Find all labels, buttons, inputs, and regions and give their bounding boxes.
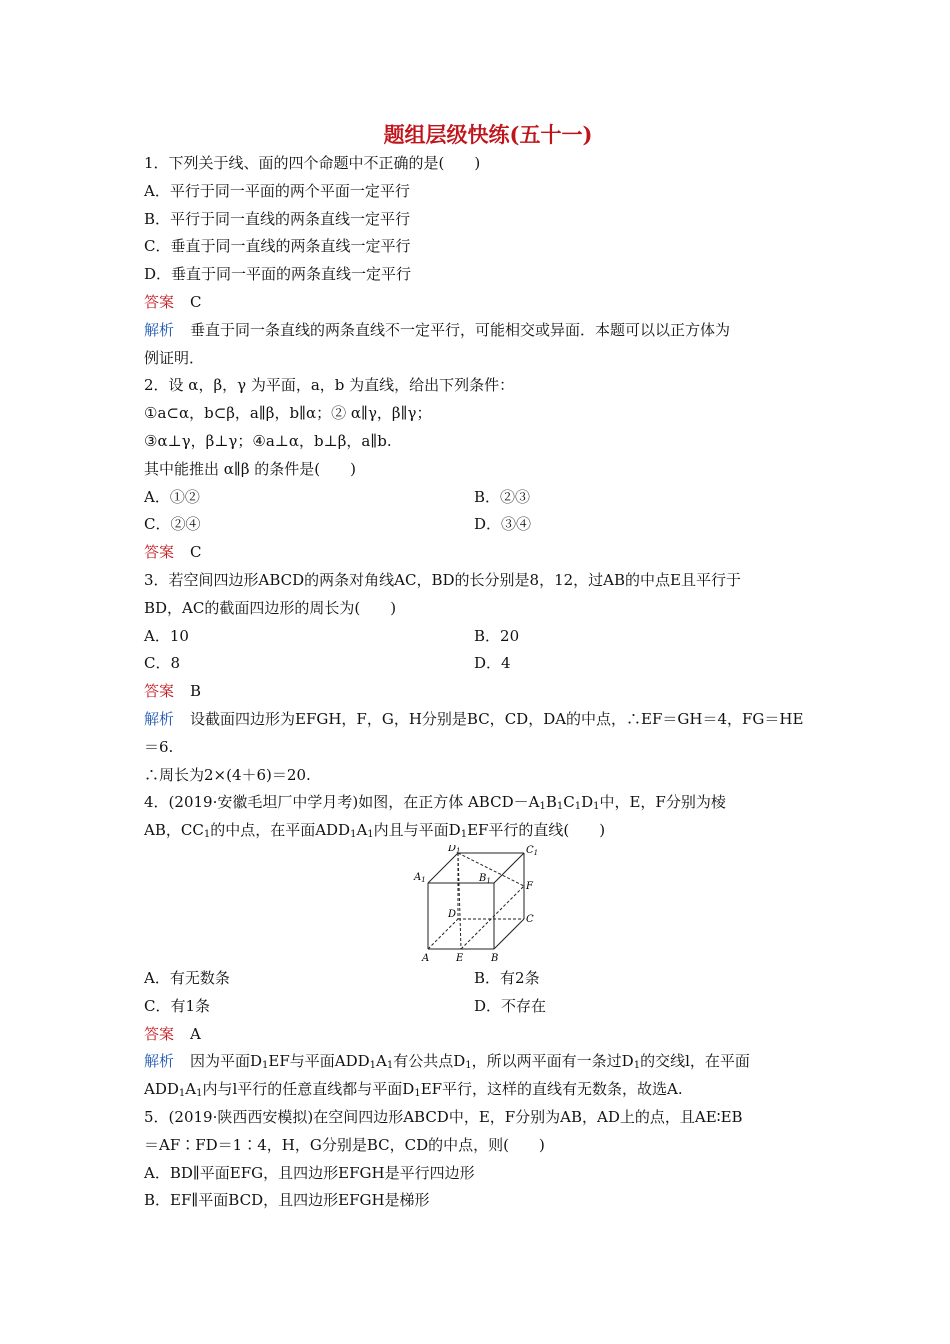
explanation-label: 解析	[144, 709, 175, 728]
q1-explanation-cont: 例证明．	[144, 348, 205, 367]
answer-value: B	[190, 682, 202, 701]
q1-stem: 1．下列关于线、面的四个命题中不正确的是( )	[144, 154, 481, 172]
explanation-text: ，所以两平面有一条过D	[471, 1052, 634, 1071]
q2-ask: 其中能推出 α∥β 的条件是( )	[144, 459, 356, 478]
subscript: 1	[414, 1088, 421, 1100]
explanation-text: A	[185, 1080, 197, 1099]
q2-options-row1	[144, 484, 814, 512]
q4-answer	[144, 1021, 814, 1049]
subscript: 1	[465, 1060, 472, 1072]
segment-d1f	[458, 853, 524, 886]
label-f: F	[526, 880, 533, 892]
label-b: B	[491, 952, 499, 964]
explanation-label: 解析	[144, 320, 175, 339]
q4-option-b: B．有2条	[474, 968, 540, 987]
q3-explanation-result: ∴周长为2×(4＋6)＝20.	[144, 765, 311, 784]
q1-option-a: A．平行于同一平面的两个平面一定平行	[144, 181, 410, 200]
q4-stem-text: 中，E，F分别为棱	[599, 793, 726, 812]
page-title: 题组层级快练(五十一)	[383, 122, 593, 147]
answer-label: 答案	[144, 682, 175, 701]
worksheet-page	[144, 120, 814, 1215]
answer-label: 答案	[144, 292, 175, 311]
subscript: 1	[633, 1060, 641, 1072]
explanation-text: ADD	[144, 1080, 179, 1099]
q3-explanation-cont: ＝6.	[144, 737, 174, 756]
q4-stem-text: EF平行的直线( )	[467, 821, 606, 840]
subscript: 1	[262, 1060, 269, 1072]
answer-label: 答案	[144, 1024, 175, 1043]
q1-explanation	[144, 317, 814, 345]
q1-option-d: D．垂直于同一平面的两条直线一定平行	[144, 265, 412, 284]
q4-options-row1	[144, 965, 814, 993]
subscript: 1	[539, 801, 546, 813]
subscript: 1	[196, 1088, 203, 1100]
subscript: 1	[593, 801, 600, 813]
subscript: 1	[556, 801, 564, 813]
q3-option-c: C．8	[144, 654, 181, 673]
q5-option-b: B．EF∥平面BCD，且四边形EFGH是梯形	[144, 1191, 430, 1210]
q2-conditions-1: ①a⊂α，b⊂β，a∥β，b∥α；② α∥γ，β∥γ；	[144, 404, 432, 423]
q4-stem-text: A	[356, 821, 368, 840]
q1-answer	[144, 289, 814, 317]
answer-value: C	[190, 543, 202, 562]
q3-explanation	[144, 706, 814, 734]
subscript: 1	[203, 829, 211, 841]
q4-stem-text: AB，CC	[144, 821, 204, 840]
explanation-text: EF平行，这样的直线有无数条，故选A.	[420, 1080, 683, 1099]
q4-explanation	[144, 1048, 814, 1076]
edge-bc	[494, 919, 524, 949]
subscript: 1	[367, 829, 374, 841]
answer-value: A	[190, 1024, 201, 1043]
q4-stem	[144, 789, 814, 817]
label-c1: $C_1$	[526, 844, 539, 857]
explanation-label: 解析	[144, 1052, 175, 1071]
q4-stem-text: 4．(2019·安徽毛坦厂中学月考)如图，在正方体 ABCD－A	[144, 793, 540, 812]
q2-stem: 2．设 α，β，γ 为平面，a，b 为直线，给出下列条件：	[144, 376, 515, 395]
label-a: A	[422, 952, 430, 964]
explanation-text: A	[376, 1052, 387, 1071]
q3-option-a: A．10	[144, 626, 189, 645]
q1-option-c: C．垂直于同一直线的两条直线一定平行	[144, 237, 411, 256]
q2-option-c: C．②④	[144, 515, 201, 534]
q4-stem-text: D	[581, 793, 594, 812]
answer-value: C	[190, 292, 202, 311]
q2-answer	[144, 539, 814, 567]
explanation-text: 垂直于同一条直线的两条直线不一定平行，可能相交或异面．本题可以以正方体为	[190, 320, 731, 339]
q3-stem: 3．若空间四边形ABCD的两条对角线AC，BD的长分别是8，12，过AB的中点E且平行于	[144, 570, 741, 589]
q2-options-row2	[144, 511, 814, 539]
explanation-text: 内与l平行的任意直线都与平面D	[202, 1080, 415, 1099]
subscript: 1	[460, 829, 468, 841]
answer-label: 答案	[144, 543, 175, 562]
label-b1: $B_1$	[479, 872, 491, 885]
label-d1: $D_1$	[448, 844, 461, 855]
q2-option-a: A．①②	[144, 487, 200, 506]
q3-option-d: D．4	[474, 654, 511, 673]
label-c: C	[526, 913, 534, 925]
q4-option-a: A．有无数条	[144, 968, 230, 987]
edge-ad-hidden	[428, 919, 458, 949]
q4-stem-text: 内且与平面D	[373, 821, 461, 840]
label-e: E	[456, 952, 464, 964]
explanation-text: EF与平面ADD	[268, 1052, 370, 1071]
subscript: 1	[386, 1060, 394, 1072]
q5-option-a: A．BD∥平面EFG，且四边形EFGH是平行四边形	[144, 1163, 475, 1182]
q3-stem-cont: BD，AC的截面四边形的周长为( )	[144, 598, 397, 617]
q4-stem-text: 的中点，在平面ADD	[210, 821, 351, 840]
q3-options-row2	[144, 650, 814, 678]
q3-answer	[144, 678, 814, 706]
cube-figure	[406, 845, 546, 965]
edge-a1d1	[428, 853, 458, 883]
subscript: 1	[369, 1060, 377, 1072]
q4-option-c: C．有1条	[144, 996, 211, 1015]
q4-stem-text: B	[545, 793, 557, 812]
q5-stem-cont: ＝AF∶FD＝1∶4，H，G分别是BC，CD的中点，则( )	[144, 1135, 545, 1154]
q1-option-b: B．平行于同一直线的两条直线一定平行	[144, 209, 411, 228]
segment-ef	[461, 886, 524, 949]
label-d: D	[448, 908, 457, 920]
q4-options-row2	[144, 993, 814, 1021]
q3-option-b: B．20	[474, 626, 520, 645]
explanation-text: 因为平面D	[190, 1052, 263, 1071]
q4-stem-cont	[144, 817, 814, 845]
q5-stem: 5．(2019·陕西西安模拟)在空间四边形ABCD中，E，F分别为AB，AD上的点，且AE∶EB	[144, 1107, 743, 1126]
q2-option-d: D．③④	[474, 515, 532, 534]
cube-diagram	[406, 845, 546, 965]
q2-option-b: B．②③	[474, 487, 531, 506]
q3-options-row1	[144, 623, 814, 651]
q4-stem-text: C	[563, 793, 575, 812]
subscript: 1	[574, 801, 582, 813]
q2-conditions-2: ③α⊥γ，β⊥γ；④a⊥α，b⊥β，a∥b.	[144, 431, 392, 450]
label-a1: $A_1$	[414, 871, 426, 884]
explanation-text: 有公共点D	[393, 1052, 466, 1071]
explanation-text: 的交线l，在平面	[640, 1052, 750, 1071]
q4-option-d: D．不存在	[474, 996, 547, 1015]
explanation-text: 设截面四边形为EFGH，F，G，H分别是BC，CD，DA的中点，∴EF＝GH＝4，FG＝HE	[190, 709, 804, 728]
subscript: 1	[178, 1088, 186, 1100]
subscript: 1	[350, 829, 357, 841]
q4-explanation-cont	[144, 1076, 814, 1104]
